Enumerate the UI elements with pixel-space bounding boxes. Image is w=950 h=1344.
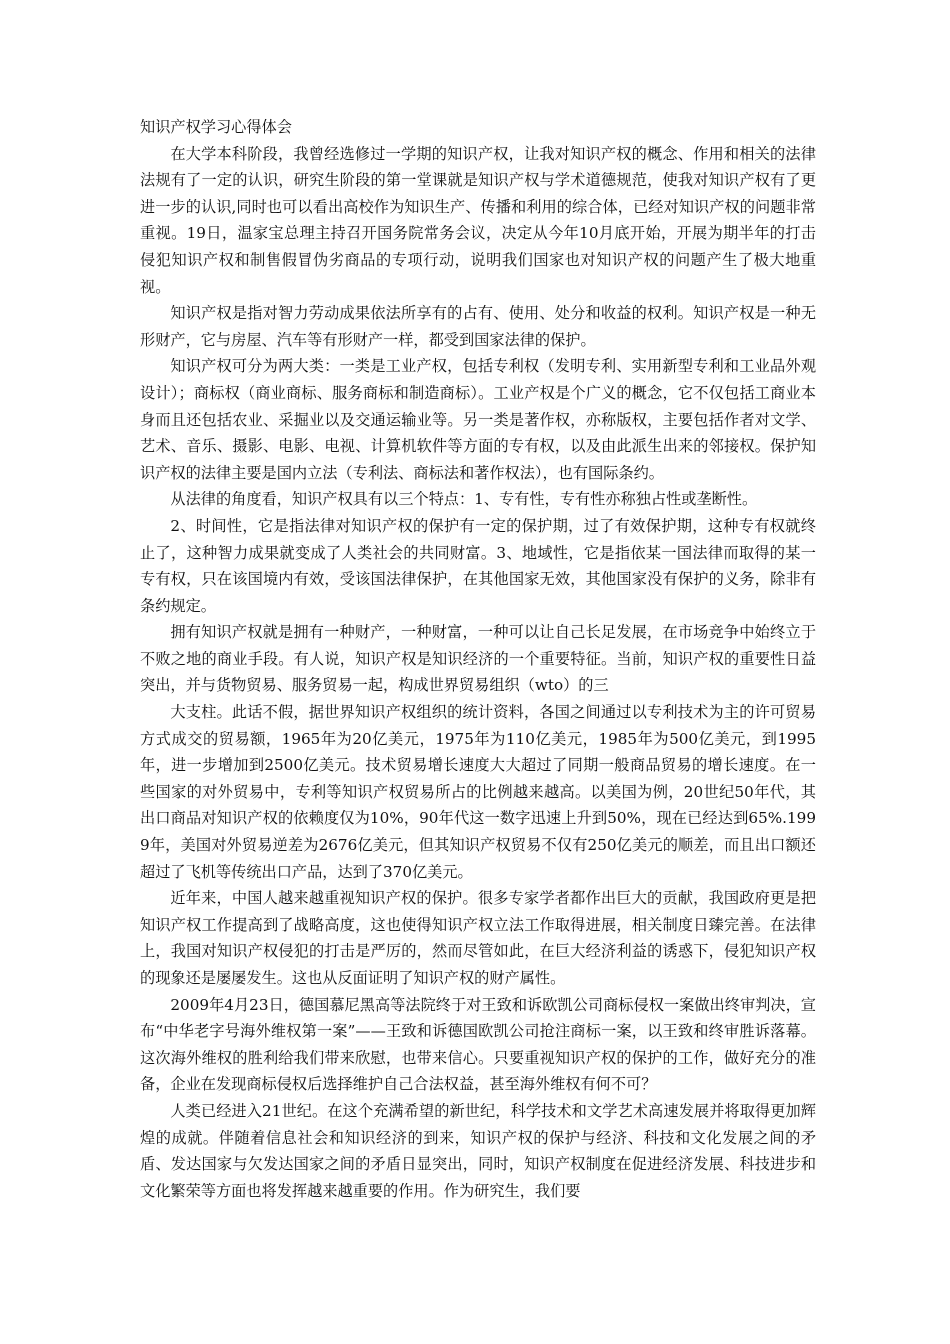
document-title: 知识产权学习心得体会 bbox=[140, 118, 292, 136]
paragraph-intro: 在大学本科阶段，我曾经选修过一学期的知识产权，让我对知识产权的概念、作用和相关的法律法规有了一定的认识，研究生阶段的第一堂课就是知识产权与学术道德规范，使我对知识产权有了更进一步的认识,同时也可以看出高校作为知识生产、传播和利用的综合体，已经对知识产权的问题非常重视。19日，温家宝总理主持召开国务院常务会议，决定从今年10月底开始，开展为期半年的打击侵犯知识产权和制售假冒伪劣商品的专项行动，说明我们国家也对知识产权的问题产生了极大地重视。 bbox=[140, 144, 816, 296]
paragraph-features: 从法律的角度看，知识产权具有以三个特点：1、专有性，专有性亦称独占性或垄断性。 bbox=[170, 490, 758, 509]
document-body bbox=[140, 114, 816, 1204]
paragraph-wangzhihe-case: 2009年4月23日，德国慕尼黑高等法院终于对王致和诉欧凯公司商标侵权一案做出终审判决，宣布“中华老字号海外维权第一案”——王致和诉德国欧凯公司抢注商标一案，以王致和终审胜诉落幕。这次海外维权的胜利给我们带来欣慰，也带来信心。只要重视知识产权的保护的工作，做好充分的准备，企业在发现商标侵权后选择维护自己合法权益，甚至海外维权有何不可？ bbox=[140, 995, 816, 1094]
paragraph-china-protection: 近年来，中国人越来越重视知识产权的保护。很多专家学者都作出巨大的贡献，我国政府更是把知识产权工作提高到了战略高度，这也使得知识产权立法工作取得进展，相关制度日臻完善。在法律上，我国对知识产权侵犯的打击是严厉的，然而尽管如此，在巨大经济利益的诱惑下，侵犯知识产权的现象还是屡屡发生。这也从反面证明了知识产权的财产属性。 bbox=[140, 889, 816, 987]
paragraph-trade-statistics: 大支柱。此话不假，据世界知识产权组织的统计资料，各国之间通过以专利技术为主的许可贸易方式成交的贸易额，1965年为20亿美元，1975年为110亿美元，1985年为500亿美元，到1995年，进一步增加到2500亿美元。技术贸易增长速度大大超过了同期一般商品贸易的增长速度。在一些国家的对外贸易中，专利等知识产权贸易所占的比例越来越高。以美国为例，20世纪50年代，其出口商品对知识产权的依赖度仅为10%，90年代这一数字迅速上升到50%，现在已经达到65%.1999年，美国对外贸易逆差为2676亿美元，但其知识产权贸易不仅有250亿美元的顺差，而且出口额还超过了飞机等传统出口产品，达到了370亿美元。 bbox=[140, 703, 816, 881]
paragraph-21st-century: 人类已经进入21世纪。在这个充满希望的新世纪，科学技术和文学艺术高速发展并将取得更加辉煌的成就。伴随着信息社会和知识经济的到来，知识产权的保护与经济、科技和文化发展之间的矛盾、发达国家与欠发达国家之间的矛盾日显突出，同时，知识产权制度在促进经济发展、科技进步和文化繁荣等方面也将发挥越来越重要的作用。作为研究生，我们要 bbox=[140, 1101, 816, 1200]
paragraph-definition: 知识产权是指对智力劳动成果依法所享有的占有、使用、处分和收益的权利。知识产权是一种无形财产，它与房屋、汽车等有形财产一样，都受到国家法律的保护。 bbox=[140, 304, 816, 349]
paragraph-categories: 知识产权可分为两大类：一类是工业产权，包括专利权（发明专利、实用新型专利和工业品外观设计）；商标权（商业商标、服务商标和制造商标）。工业产权是个广义的概念，它不仅包括工商业本身而且还包括农业、采掘业以及交通运输业等。另一类是著作权，亦称版权，主要包括作者对文学、艺术、音乐、摄影、电影、电视、计算机软件等方面的专有权，以及由此派生出来的邻接权。保护知识产权的法律主要是国内立法（专利法、商标法和著作权法），也有国际条约。 bbox=[140, 357, 816, 482]
paragraph-time-and-territory: 2、时间性，它是指法律对知识产权的保护有一定的保护期，过了有效保护期，这种专有权就终止了，这种智力成果就变成了人类社会的共同财富。3、地域性，它是指依某一国法律而取得的某一专有权，只在该国境内有效，受该国法律保护，在其他国家无效，其他国家没有保护的义务，除非有条约规定。 bbox=[140, 516, 816, 615]
paragraph-property-value: 拥有知识产权就是拥有一种财产，一种财富，一种可以让自己长足发展，在市场竞争中始终立于不败之地的商业手段。有人说，知识产权是知识经济的一个重要特征。当前，知识产权的重要性日益突出，并与货物贸易、服务贸易一起，构成世界贸易组织（wto）的三 bbox=[140, 623, 816, 695]
